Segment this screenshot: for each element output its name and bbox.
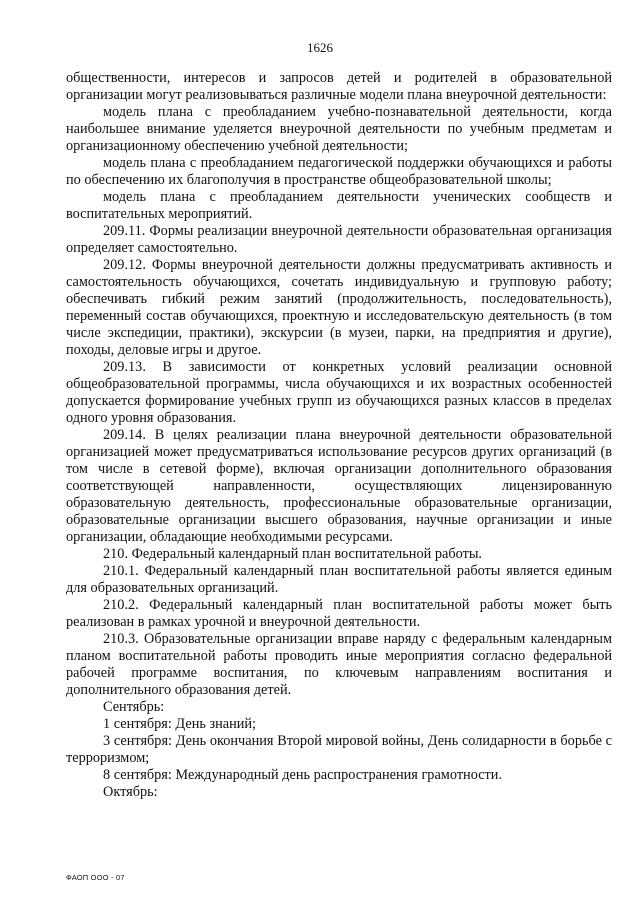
page-number: 1626 [307,40,333,55]
body-text [66,70,612,801]
paragraph-continuation: общественности, интересов и запросов детей и родителей в образовательной организации могут реализовываться различные модели плана внеурочной деятельности: [66,70,612,103]
calendar-entry: 1 сентября: День знаний; [103,716,257,732]
paragraph-209-14: 209.14. В целях реализации плана внеурочной деятельности образовательной организацией может предусматриваться использование ресурсов других организаций (в том числе в сетевой форме), включая организации дополнительного образования соответствующей направленности, осуществляющих лицензированную образовательную деятельность, профессиональные образовательные организации, образовательные организации высшего образования, научные организации и иные организации, обладающие необходимыми ресурсами. [66,427,612,545]
paragraph-210: 210. Федеральный календарный план воспитательной работы. [103,546,482,562]
paragraph-209-13: 209.13. В зависимости от конкретных условий реализации основной общеобразовательной программы, числа обучающихся и их возрастных особенностей допускается формирование учебных групп из обучающихся разных классов в пределах одного уровня образования. [66,359,612,426]
paragraph-210-3: 210.3. Образовательные организации вправе наряду с федеральным календарным планом воспитательной работы проводить иные мероприятия согласно федеральной рабочей программе воспитания, по ключевым направлениям воспитания и дополнительного образования детей. [66,631,612,698]
calendar-entry: 3 сентября: День окончания Второй мировой войны, День солидарности в борьбе с терроризмом; [66,733,612,766]
paragraph-209-12: 209.12. Формы внеурочной деятельности должны предусматривать активность и самостоятельность обучающихся, сочетать индивидуальную и групповую работу; обеспечивать гибкий режим занятий (продолжительность, последовательность), переменный состав обучающихся, проектную и исследовательскую деятельность (в том числе экспедиции, практики), экскурсии (в музеи, парки, на предприятия и другие), походы, деловые игры и другое. [66,257,612,358]
paragraph-model-support: модель плана с преобладанием педагогической поддержки обучающихся и работы по обеспечению их благополучия в пространстве общеобразовательной школы; [66,155,612,188]
paragraph-209-11: 209.11. Формы реализации внеурочной деятельности образовательная организация определяет самостоятельно. [66,223,612,256]
paragraph-model-communities: модель плана с преобладанием деятельности ученических сообществ и воспитательных мероприятий. [66,189,612,222]
footer-document-code: ФАОП ООО - 07 [66,873,125,882]
paragraph-210-2: 210.2. Федеральный календарный план воспитательной работы может быть реализован в рамках урочной и внеурочной деятельности. [66,597,612,630]
month-heading-october: Октябрь: [103,784,158,800]
month-heading-september: Сентябрь: [103,699,165,715]
calendar-entry: 8 сентября: Международный день распространения грамотности. [103,767,503,783]
paragraph-210-1: 210.1. Федеральный календарный план воспитательной работы является единым для образовательных организаций. [66,563,612,596]
paragraph-model-cognitive: модель плана с преобладанием учебно-познавательной деятельности, когда наибольшее внимание уделяется внеурочной деятельности по учебным предметам и организационному обеспечению учебной деятельности; [66,104,612,154]
